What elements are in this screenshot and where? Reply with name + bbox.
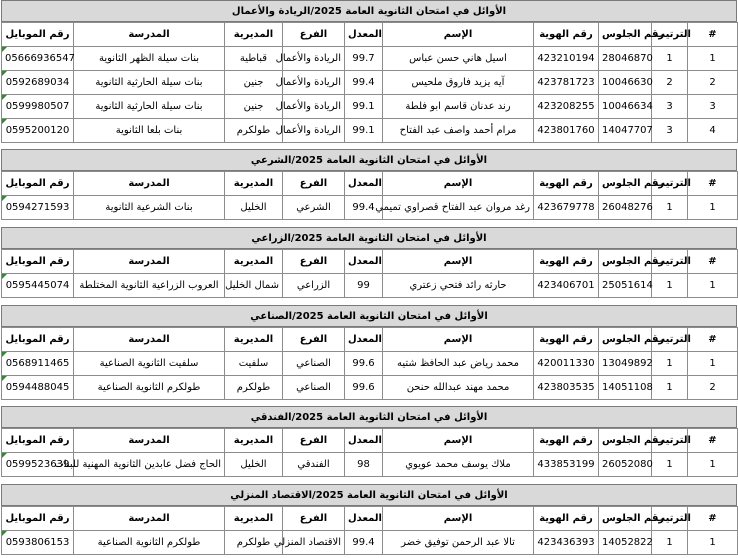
header-id: رقم الهوية [534,507,599,531]
header-row [2,172,738,196]
cell-school: طولكرم الثانوية الصناعية [74,376,225,400]
cell-school: بنات سيلة الحارثية الثانوية [74,95,225,119]
header-branch: الفرع [283,250,345,274]
header-num: # [688,172,738,196]
cell-branch: الريادة والأعمال [283,71,345,95]
header-school: المدرسة [74,172,225,196]
cell-name: آيه يزيد فاروق ملحيس [383,71,534,95]
header-seat: رقم الجلوس [599,172,652,196]
cell-name: اسيل هاني حسن عباس [383,47,534,71]
header-branch: الفرع [283,429,345,453]
header-row [2,23,738,47]
header-rank: الترتيب [652,250,688,274]
header-average: المعدل [345,250,383,274]
section-title: الأوائل في امتحان الثانوية العامة 2025/الشرعي [1,149,737,171]
header-average: المعدل [345,328,383,352]
cell-seat: 14047707 [599,119,652,143]
header-school: المدرسة [74,507,225,531]
section-2 [1,149,737,220]
table-row [2,71,738,95]
table-row [2,376,738,400]
results-table [1,428,738,477]
cell-rank: 3 [652,119,688,143]
header-num: # [688,507,738,531]
header-directorate: المديرية [225,250,283,274]
cell-directorate: جنين [225,71,283,95]
header-rank: الترتيب [652,507,688,531]
header-rank: الترتيب [652,328,688,352]
cell-seat: 26048276 [599,196,652,220]
cell-average: 99 [345,274,383,298]
cell-school: سلفيت الثانوية الصناعية [74,352,225,376]
cell-id: 423208255 [534,95,599,119]
cell-branch: الفندقي [283,453,345,477]
header-mobile: رقم الموبايل [2,507,74,531]
cell-mobile: 0593806153 [2,531,74,555]
cell-name: رند عدنان قاسم ابو فلطة [383,95,534,119]
cell-school: طولكرم الثانوية الصناعية [74,531,225,555]
header-seat: رقم الجلوس [599,507,652,531]
cell-school: الحاج فضل عابدين الثانوية المهنية للبنات [74,453,225,477]
header-average: المعدل [345,172,383,196]
header-rank: الترتيب [652,23,688,47]
cell-average: 99.4 [345,531,383,555]
header-school: المدرسة [74,429,225,453]
cell-average: 98 [345,453,383,477]
section-5 [1,406,737,477]
cell-rank: 1 [652,453,688,477]
table-row [2,531,738,555]
header-directorate: المديرية [225,507,283,531]
header-seat: رقم الجلوس [599,328,652,352]
section-4 [1,305,737,400]
results-table [1,506,738,555]
header-name: الإسم [383,250,534,274]
cell-rank: 2 [652,71,688,95]
cell-mobile: 0592689034 [2,71,74,95]
cell-num: 1 [688,47,738,71]
header-id: رقم الهوية [534,172,599,196]
cell-directorate: جنين [225,95,283,119]
header-average: المعدل [345,429,383,453]
cell-average: 99.6 [345,352,383,376]
cell-name: مرام أحمد واصف عبد الفتاح [383,119,534,143]
cell-directorate: الخليل [225,453,283,477]
header-mobile: رقم الموبايل [2,328,74,352]
cell-average: 99.4 [345,71,383,95]
cell-id: 420011330 [534,352,599,376]
cell-id: 423781723 [534,71,599,95]
cell-branch: الاقتصاد المنزلي [283,531,345,555]
cell-id: 423801760 [534,119,599,143]
cell-id: 423803535 [534,376,599,400]
header-school: المدرسة [74,23,225,47]
cell-num: 1 [688,274,738,298]
cell-name: محمد مهند عبدالله حنحن [383,376,534,400]
header-row [2,429,738,453]
cell-branch: الريادة والأعمال [283,119,345,143]
cell-id: 423406701 [534,274,599,298]
header-directorate: المديرية [225,429,283,453]
cell-average: 99.4 [345,196,383,220]
cell-seat: 14051108 [599,376,652,400]
cell-directorate: الخليل [225,196,283,220]
header-average: المعدل [345,507,383,531]
cell-id: 433853199 [534,453,599,477]
cell-num: 2 [688,71,738,95]
cell-rank: 1 [652,352,688,376]
cell-average: 99.7 [345,47,383,71]
cell-num: 3 [688,95,738,119]
cell-name: تالا عبد الرحمن توفيق خضر [383,531,534,555]
header-mobile: رقم الموبايل [2,23,74,47]
header-school: المدرسة [74,328,225,352]
cell-seat: 10046634 [599,95,652,119]
header-name: الإسم [383,23,534,47]
cell-branch: الريادة والأعمال [283,95,345,119]
cell-rank: 1 [652,274,688,298]
header-num: # [688,23,738,47]
cell-mobile: 0568911465 [2,352,74,376]
cell-branch: الريادة والأعمال [283,47,345,71]
cell-seat: 10046630 [599,71,652,95]
header-mobile: رقم الموبايل [2,429,74,453]
header-rank: الترتيب [652,429,688,453]
cell-seat: 13049892 [599,352,652,376]
results-table [1,249,738,298]
section-6 [1,484,737,555]
header-id: رقم الهوية [534,429,599,453]
header-directorate: المديرية [225,23,283,47]
cell-directorate: سلفيت [225,352,283,376]
results-table [1,22,738,143]
header-rank: الترتيب [652,172,688,196]
header-seat: رقم الجلوس [599,23,652,47]
header-mobile: رقم الموبايل [2,250,74,274]
cell-mobile: 0594271593 [2,196,74,220]
cell-rank: 1 [652,47,688,71]
results-table [1,327,738,400]
cell-mobile: 0594488045 [2,376,74,400]
cell-school: بنات بلعا الثانوية [74,119,225,143]
cell-id: 423436393 [534,531,599,555]
cell-num: 1 [688,531,738,555]
table-row [2,47,738,71]
header-average: المعدل [345,23,383,47]
cell-name: حارثه رائد فتحي زعتري [383,274,534,298]
cell-directorate: شمال الخليل [225,274,283,298]
cell-branch: الصناعي [283,376,345,400]
cell-name: محمد رياض عبد الحافظ شتيه [383,352,534,376]
cell-num: 1 [688,453,738,477]
section-title: الأوائل في امتحان الثانوية العامة 2025/الزراعي [1,227,737,249]
table-row [2,352,738,376]
header-row [2,507,738,531]
cell-id: 423210194 [534,47,599,71]
cell-branch: الصناعي [283,352,345,376]
cell-mobile: 0595445074 [2,274,74,298]
header-branch: الفرع [283,328,345,352]
cell-rank: 1 [652,196,688,220]
section-title: الأوائل في امتحان الثانوية العامة 2025/الصناعي [1,305,737,327]
cell-directorate: طولكرم [225,376,283,400]
cell-id: 423679778 [534,196,599,220]
header-id: رقم الهوية [534,23,599,47]
cell-mobile: 05666936547 [2,47,74,71]
results-table [1,171,738,220]
cell-school: بنات سيلة الظهر الثانوية [74,47,225,71]
header-row [2,250,738,274]
cell-seat: 28046870 [599,47,652,71]
cell-seat: 25051614 [599,274,652,298]
cell-mobile: 0599523639 [2,453,74,477]
header-directorate: المديرية [225,328,283,352]
cell-average: 99.1 [345,119,383,143]
section-1 [1,0,737,143]
header-directorate: المديرية [225,172,283,196]
header-seat: رقم الجلوس [599,250,652,274]
cell-num: 2 [688,376,738,400]
table-row [2,119,738,143]
cell-directorate: طولكرم [225,531,283,555]
header-branch: الفرع [283,172,345,196]
cell-directorate: قباطية [225,47,283,71]
cell-rank: 3 [652,95,688,119]
cell-num: 4 [688,119,738,143]
cell-directorate: طولكرم [225,119,283,143]
header-row [2,328,738,352]
header-mobile: رقم الموبايل [2,172,74,196]
table-row [2,453,738,477]
header-num: # [688,250,738,274]
cell-name: ملاك يوسف محمد عويوي [383,453,534,477]
header-school: المدرسة [74,250,225,274]
header-id: رقم الهوية [534,328,599,352]
header-branch: الفرع [283,23,345,47]
header-name: الإسم [383,507,534,531]
cell-rank: 1 [652,376,688,400]
cell-seat: 14052822 [599,531,652,555]
cell-seat: 26052080 [599,453,652,477]
section-3 [1,227,737,298]
section-title: الأوائل في امتحان الثانوية العامة 2025/الريادة والأعمال [1,0,737,22]
cell-name: رغد مروان عبد الفتاح قصراوي تميمي [383,196,534,220]
header-num: # [688,328,738,352]
table-row [2,274,738,298]
cell-rank: 1 [652,531,688,555]
table-row [2,196,738,220]
cell-num: 1 [688,196,738,220]
header-name: الإسم [383,172,534,196]
header-num: # [688,429,738,453]
cell-average: 99.1 [345,95,383,119]
table-row [2,95,738,119]
cell-mobile: 0599980507 [2,95,74,119]
cell-mobile: 0595200120 [2,119,74,143]
header-name: الإسم [383,328,534,352]
section-title: الأوائل في امتحان الثانوية العامة 2025/الفندقي [1,406,737,428]
cell-school: بنات الشرعية الثانوية [74,196,225,220]
cell-num: 1 [688,352,738,376]
section-title: الأوائل في امتحان الثانوية العامة 2025/الاقتصاد المنزلي [1,484,737,506]
cell-school: بنات سيلة الحارثية الثانوية [74,71,225,95]
cell-school: العروب الزراعية الثانوية المختلطة [74,274,225,298]
cell-branch: الشرعي [283,196,345,220]
header-name: الإسم [383,429,534,453]
cell-branch: الزراعي [283,274,345,298]
cell-average: 99.6 [345,376,383,400]
header-id: رقم الهوية [534,250,599,274]
header-seat: رقم الجلوس [599,429,652,453]
header-branch: الفرع [283,507,345,531]
